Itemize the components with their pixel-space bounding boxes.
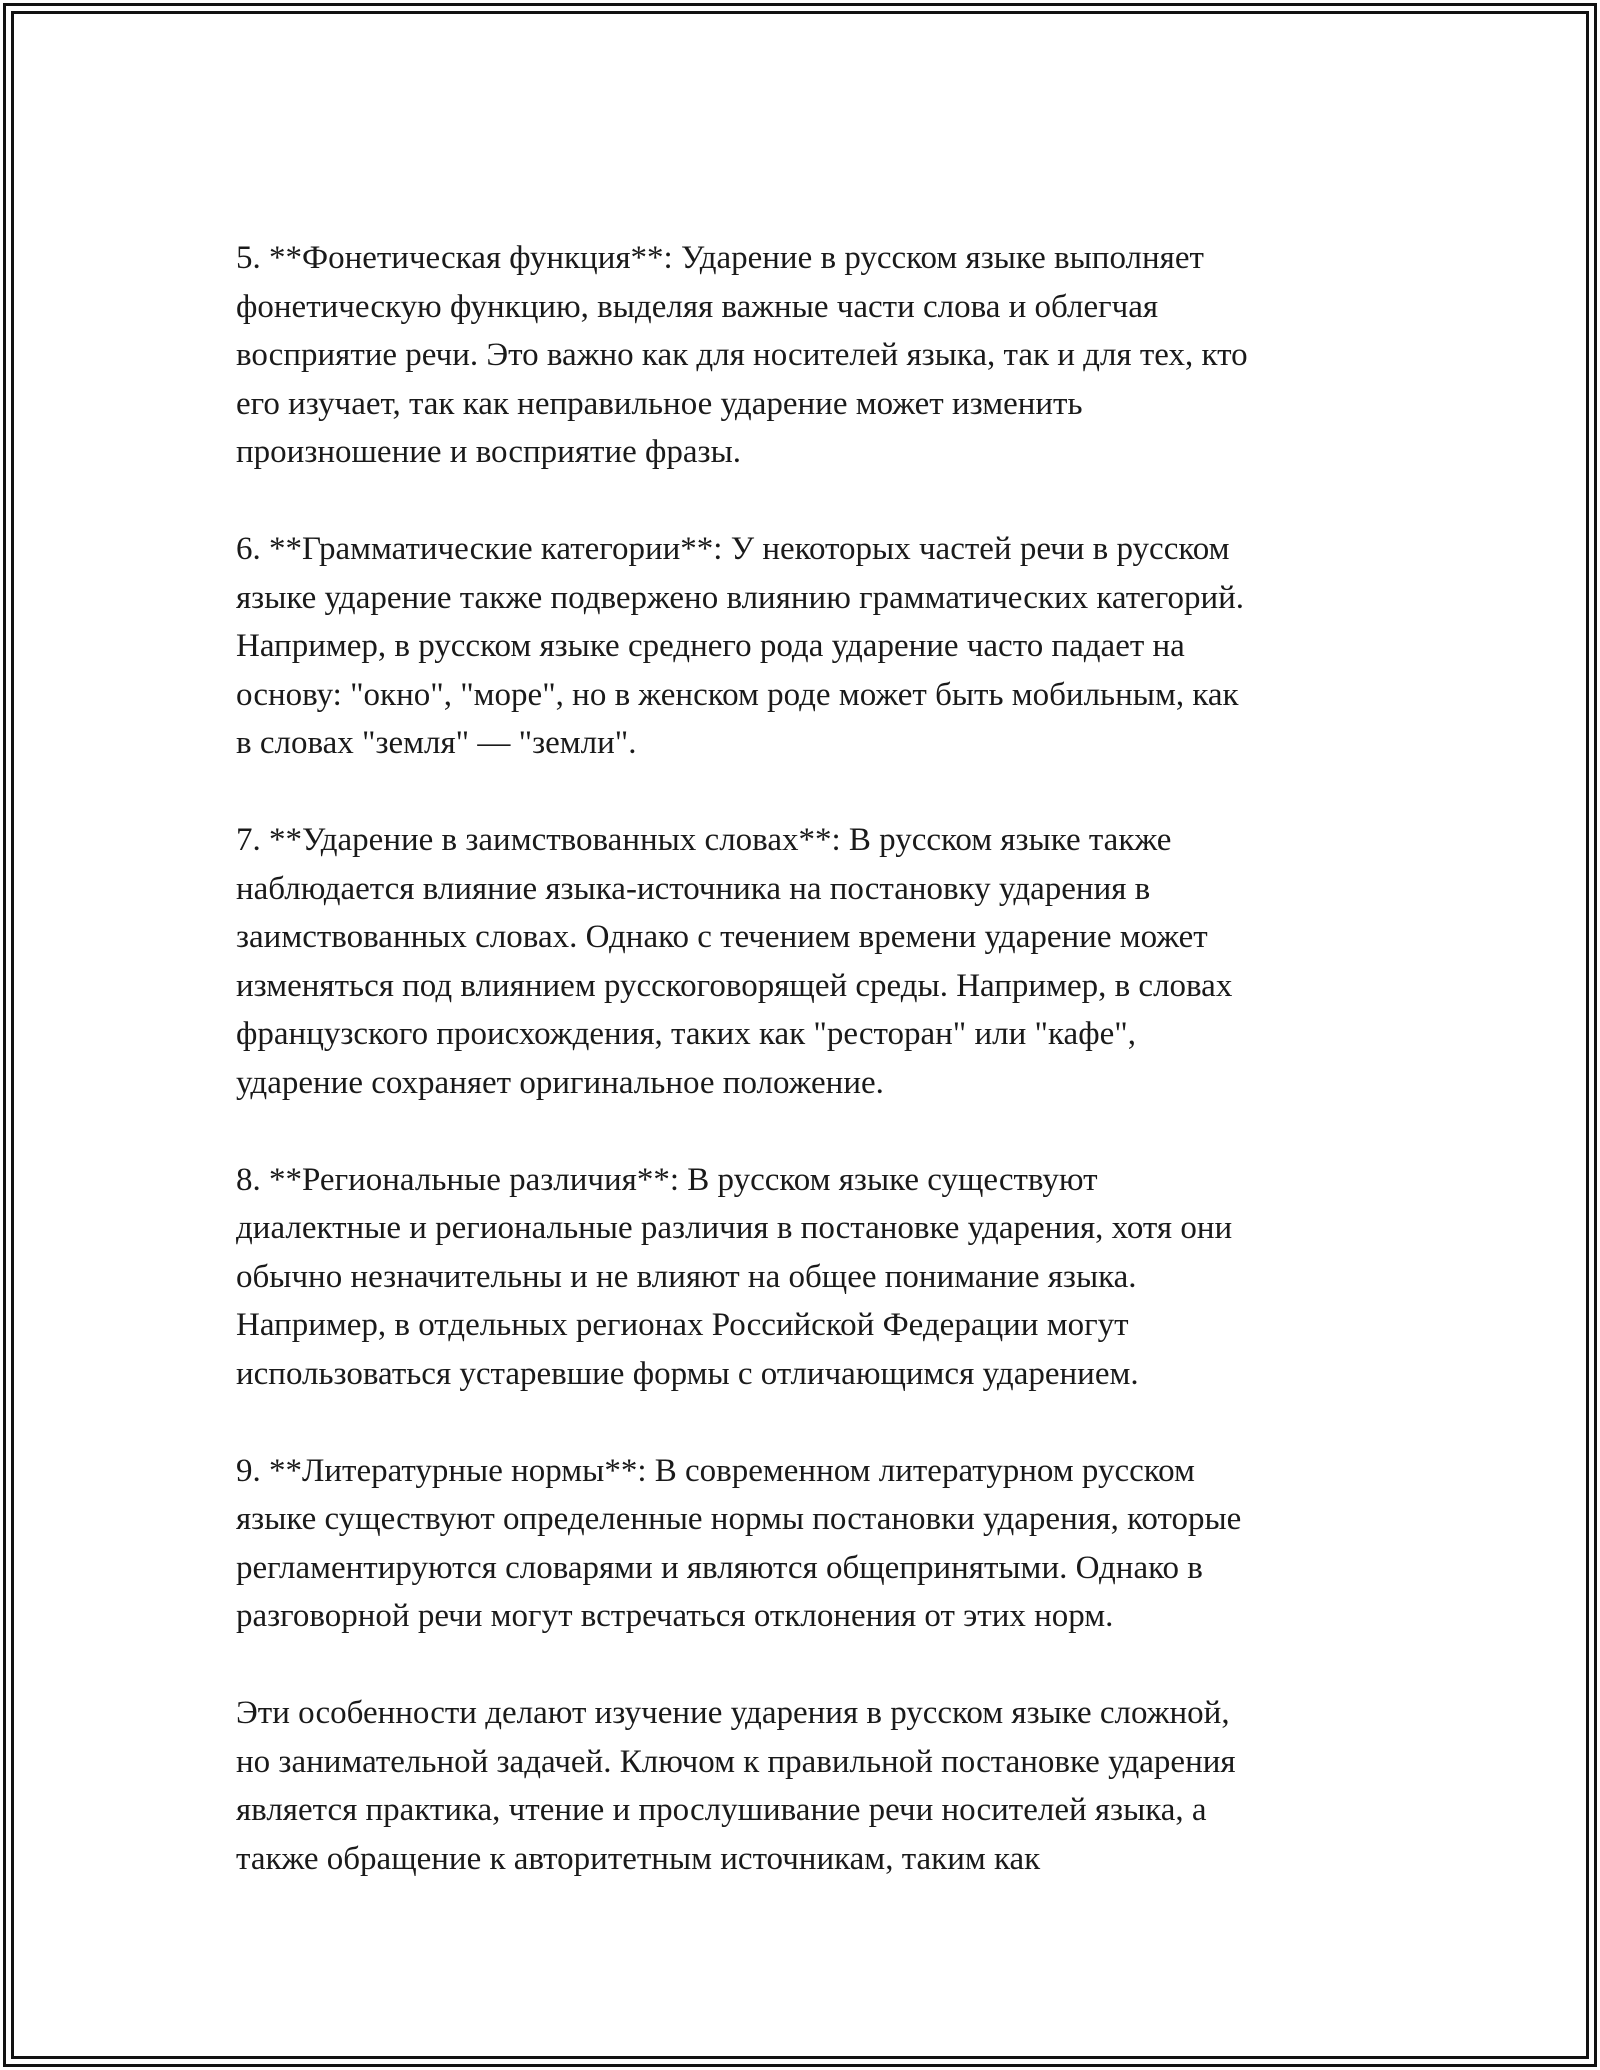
text-line: Эти особенности делают изучение ударения в русском языке сложной,: [236, 1695, 1230, 1731]
text-line: 8. **Региональные различия**: В русском языке существуют: [236, 1161, 1098, 1198]
text-line: также обращение к авторитетным источникам, таким как: [236, 1840, 1041, 1877]
text-line: заимствованных словах. Однако с течением времени ударение может: [236, 919, 1208, 955]
text-line: его изучает, так как неправильное ударение может изменить: [236, 385, 1083, 422]
paragraph-literary-norms: [236, 1447, 1396, 1641]
text-line: наблюдается влияние языка-источника на постановку ударения в: [236, 870, 1151, 907]
text-line: регламентируются словарями и являются общепринятыми. Однако в: [236, 1549, 1203, 1586]
paragraph-phonetic-function: [236, 234, 1396, 477]
text-line: использоваться устаревшие формы с отличающимся ударением.: [236, 1355, 1139, 1392]
paragraph-regional-differences: [236, 1156, 1396, 1399]
text-line: является практика, чтение и прослушивание речи носителей языка, а: [236, 1792, 1207, 1828]
text-line: фонетическую функцию, выделяя важные части слова и облегчая: [236, 288, 1159, 325]
text-line: но занимательной задачей. Ключом к правильной постановке ударения: [236, 1743, 1236, 1780]
text-line: восприятие речи. Это важно как для носителей языка, так и для тех, кто: [236, 337, 1248, 373]
text-line: диалектные и региональные различия в постановке ударения, хотя они: [236, 1210, 1233, 1246]
text-line: 7. **Ударение в заимствованных словах**: В русском языке также: [236, 822, 1172, 858]
text-line: обычно незначительны и не влияют на общее понимание языка.: [236, 1258, 1137, 1295]
text-line: Например, в отдельных регионах Российской Федерации могут: [236, 1307, 1129, 1343]
document-body: [236, 234, 1396, 1932]
text-line: французского происхождения, таких как "ресторан" или "кафе",: [236, 1016, 1136, 1052]
paragraph-borrowed-words: [236, 816, 1396, 1107]
text-line: в словах "земля" — "земли".: [236, 725, 637, 761]
text-line: ударение сохраняет оригинальное положение.: [236, 1064, 884, 1101]
text-line: 6. **Грамматические категории**: У некоторых частей речи в русском: [236, 531, 1230, 567]
paragraph-grammatical-categories: [236, 525, 1396, 768]
text-line: Например, в русском языке среднего рода ударение часто падает на: [236, 628, 1185, 664]
text-line: языке ударение также подвержено влиянию грамматических категорий.: [236, 579, 1245, 616]
text-line: основу: "окно", "море", но в женском роде может быть мобильным, как: [236, 676, 1239, 713]
text-line: 9. **Литературные нормы**: В современном литературном русском: [236, 1452, 1195, 1489]
text-line: изменяться под влиянием русскоговорящей среды. Например, в словах: [236, 967, 1233, 1004]
paragraph-conclusion: [236, 1689, 1396, 1883]
text-line: 5. **Фонетическая функция**: Ударение в русском языке выполняет: [236, 240, 1204, 276]
text-line: языке существуют определенные нормы постановки ударения, которые: [236, 1501, 1242, 1537]
text-line: разговорной речи могут встречаться отклонения от этих норм.: [236, 1598, 1114, 1634]
text-line: произношение и восприятие фразы.: [236, 434, 741, 470]
